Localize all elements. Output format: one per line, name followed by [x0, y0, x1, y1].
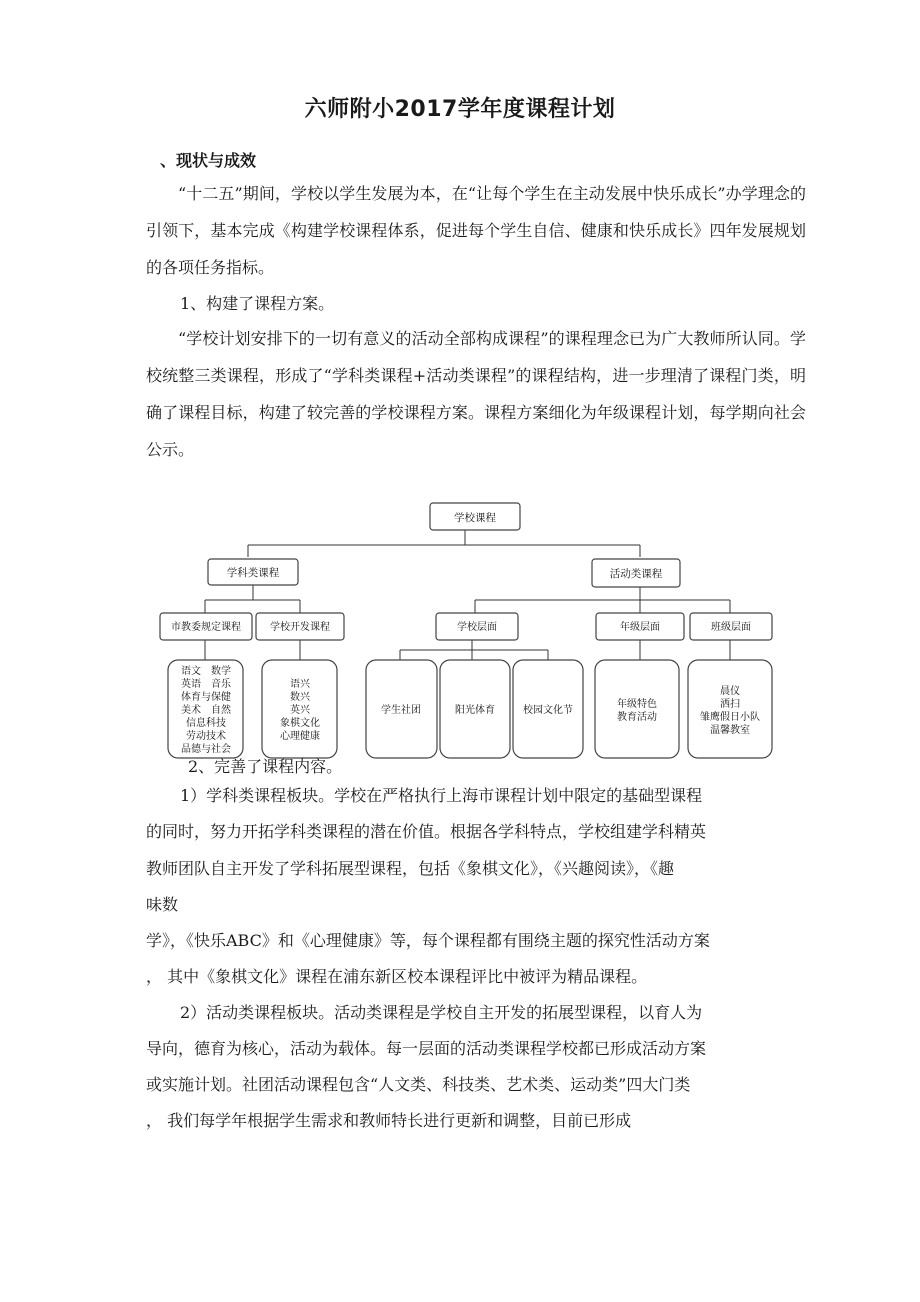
city-item: 品德与社会 [181, 744, 231, 755]
label-class-level: 班级层面 [711, 622, 751, 633]
list-item-2: 2、完善了课程内容。 [188, 757, 343, 776]
paragraph-course-plan: “学校计划安排下的一切有意义的活动全部构成课程”的课程理念已为广大教师所认同。学校统整三类课程，形成了“学科类课程+活动类课程”的课程结构，进一步理清了课程门类，明确了课程目标，构建了较完善的学校课程方案。课程方案细化为年级课程计划，每学期向社会公示。 [146, 329, 806, 459]
text-line: 1）学科类课程板块。学校在严格执行上海市课程计划中限定的基础型课程 [180, 786, 703, 805]
text-line: 教师团队自主开发了学科拓展型课程，包括《象棋文化》，《兴趣阅读》，《趣 [146, 859, 675, 878]
label-school-dev: 学校开发课程 [270, 622, 330, 633]
grade-item: 年级特色 [617, 699, 657, 710]
text-line: 学》，《快乐ABC》和《心理健康》等，每个课程都有围绕主题的探究性活动方案 [146, 931, 710, 950]
label-subject: 学科类课程 [226, 567, 280, 579]
class-item: 洒扫 [720, 699, 740, 710]
class-item: 晨仪 [720, 686, 740, 697]
class-item: 雏鹰假日小队 [700, 712, 760, 723]
label-root: 学校课程 [454, 512, 496, 524]
text-line: 味数 [146, 895, 179, 914]
list-item-1: 1、构建了课程方案。 [180, 294, 335, 313]
dev-item: 象棋文化 [280, 718, 320, 729]
dev-item: 语兴 [290, 679, 310, 690]
dev-item: 数兴 [290, 692, 310, 703]
text-line: 的同时，努力开拓学科类课程的潜在价值。根据各学科特点，学校组建学科精英 [146, 822, 707, 841]
label-grade-level: 年级层面 [620, 622, 660, 633]
city-item: 英语 音乐 [181, 679, 231, 690]
dev-item: 心理健康 [280, 731, 320, 742]
city-item: 劳动技术 [186, 731, 226, 742]
dev-item: 英兴 [290, 705, 310, 716]
city-item: 信息科技 [186, 718, 226, 729]
connector-activity [475, 587, 730, 613]
label-culture: 校园文化节 [523, 705, 573, 716]
connector-root [248, 530, 640, 557]
page-title: 六师附小2017学年度课程计划 [304, 97, 616, 122]
text-line: ， 我们每学年根据学生需求和教师特长进行更新和调整，目前已形成 [146, 1111, 632, 1130]
city-item: 语文 数学 [181, 666, 231, 677]
city-item: 体育与保健 [181, 692, 231, 703]
label-city: 市教委规定课程 [171, 622, 241, 633]
class-item: 温馨教室 [710, 725, 750, 736]
section-heading: 、现状与成效 [160, 151, 257, 170]
label-club: 学生社团 [381, 705, 421, 716]
text-line: 2）活动类课程板块。活动类课程是学校自主开发的拓展型课程，以育人为 [180, 1003, 703, 1022]
label-activity: 活动类课程 [609, 568, 663, 580]
connector-subject [205, 585, 300, 613]
text-line: 或实施计划。社团活动课程包含“人文类、科技类、艺术类、运动类”四大门类 [146, 1075, 691, 1094]
paragraph-intro: “十二五”期间，学校以学生发展为本，在“让每个学生在主动发展中快乐成长”办学理念的引领下，基本完成《构建学校课程体系，促进每个学生自信、健康和快乐成长》四年发展规划的各项任务指标。 [146, 184, 806, 277]
city-item: 美术 自然 [181, 705, 231, 716]
connector-school-level [400, 640, 548, 660]
text-line: 导向，德育为核心，活动为载体。每一层面的活动类课程学校都已形成活动方案 [146, 1039, 707, 1058]
label-sports: 阳光体育 [455, 705, 495, 716]
grade-item: 教育活动 [617, 712, 657, 723]
label-school-level: 学校层面 [457, 622, 497, 633]
text-line: ， 其中《象棋文化》课程在浦东新区校本课程评比中被评为精品课程。 [146, 967, 648, 986]
